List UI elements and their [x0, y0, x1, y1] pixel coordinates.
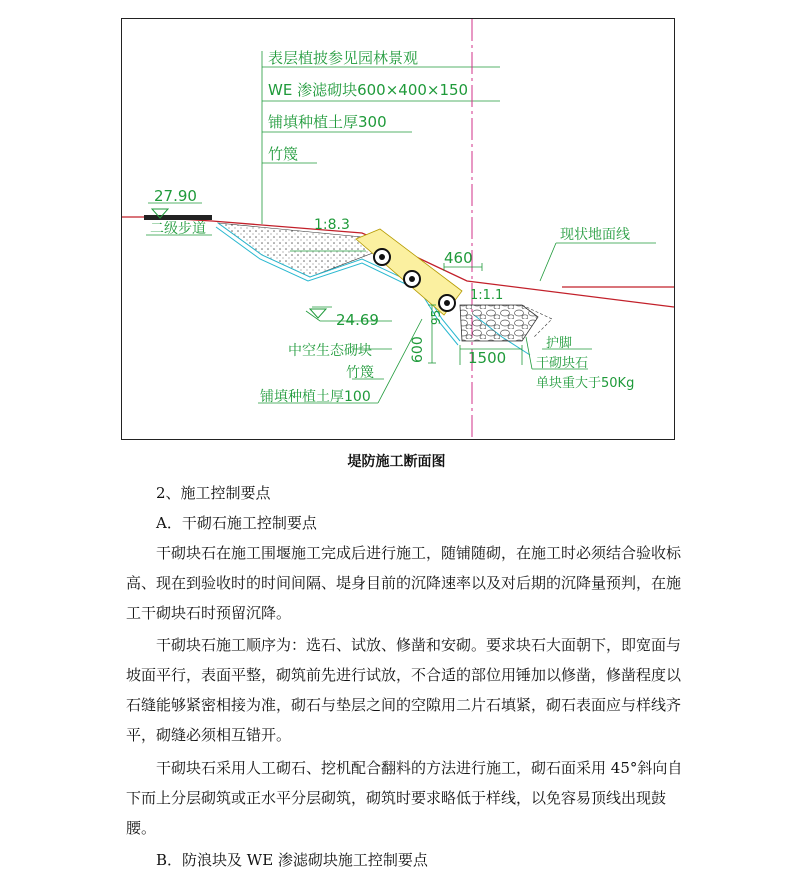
label-dim-600: 600 — [410, 336, 426, 363]
label-bamboo-bottom: 竹篾 — [346, 365, 374, 381]
label-veg-note: 表层植披参见园林景观 — [268, 49, 419, 67]
label-dry-stone: 干砌块石 — [536, 356, 589, 371]
elev-marker-bottom — [310, 309, 326, 318]
paragraph-1: 干砌块石在施工围堰施工完成后进行施工，随铺随砌，在施工时必须结合验收标高、现在到验收时的时间间隔、堤身目前的沉降速率以及对后期的沉降量预判，在施工干砌块石时预留沉降。 — [126, 544, 682, 622]
cad-drawing-svg — [122, 19, 674, 439]
section-heading-a: A．干砌石施工控制要点 — [156, 514, 317, 532]
label-slope: 1:8.3 — [314, 217, 350, 233]
planting-soil-wedge — [218, 223, 378, 277]
label-elev-top: 27.90 — [154, 187, 197, 205]
walkway-slab — [144, 215, 212, 220]
cross-section-drawing — [121, 18, 675, 440]
label-fill-soil-300: 铺填种植土厚300 — [268, 113, 387, 131]
label-fill-soil-100: 铺填种植土厚100 — [260, 389, 371, 405]
label-toe: 护脚 — [546, 336, 573, 351]
dry-stone-toe — [460, 305, 538, 341]
label-bamboo-top: 竹篾 — [268, 145, 299, 163]
paragraph-3: 干砌块石采用人工砌石、挖机配合翻料的方法进行施工，砌石面采用 45°斜向自下而上分层砌筑或正水平分层砌筑，砌筑时要求略低于样线，以免容易顶线出现鼓腰。 — [126, 759, 683, 837]
label-stone-weight: 单块重大于50Kg — [536, 376, 635, 391]
paragraph-2: 干砌块石施工顺序为：选石、试放、修凿和安砌。要求块石大面朝下，即宽面与坡面平行，表面平整，砌筑前先进行试放，不合适的部位用锤加以修凿，修凿程度以石缝能够紧密相接为准，砌石与垫层之间的空隙用二片石填紧，砌石表面应与样线齐平，砌缝必须相互错开。 — [126, 636, 682, 744]
section-heading-b: B．防浪块及 WE 渗滤砌块施工控制要点 — [156, 851, 428, 869]
figure-caption: 堤防施工断面图 — [347, 454, 446, 470]
label-walkway: 二级步道 — [150, 221, 206, 237]
label-dim-95: 95 — [429, 309, 443, 325]
label-we-block: WE 渗滤砌块600×400×150 — [268, 81, 469, 99]
label-dim-460: 460 — [444, 249, 473, 267]
label-hollow-block: 中空生态砌块 — [288, 343, 372, 359]
label-ground-line: 现状地面线 — [560, 227, 630, 243]
label-slope-1-1: 1:1.1 — [470, 288, 504, 303]
label-elev-bottom: 24.69 — [336, 311, 379, 329]
label-dim-1500: 1500 — [468, 349, 507, 367]
section-heading-2: 2、施工控制要点 — [156, 484, 271, 502]
